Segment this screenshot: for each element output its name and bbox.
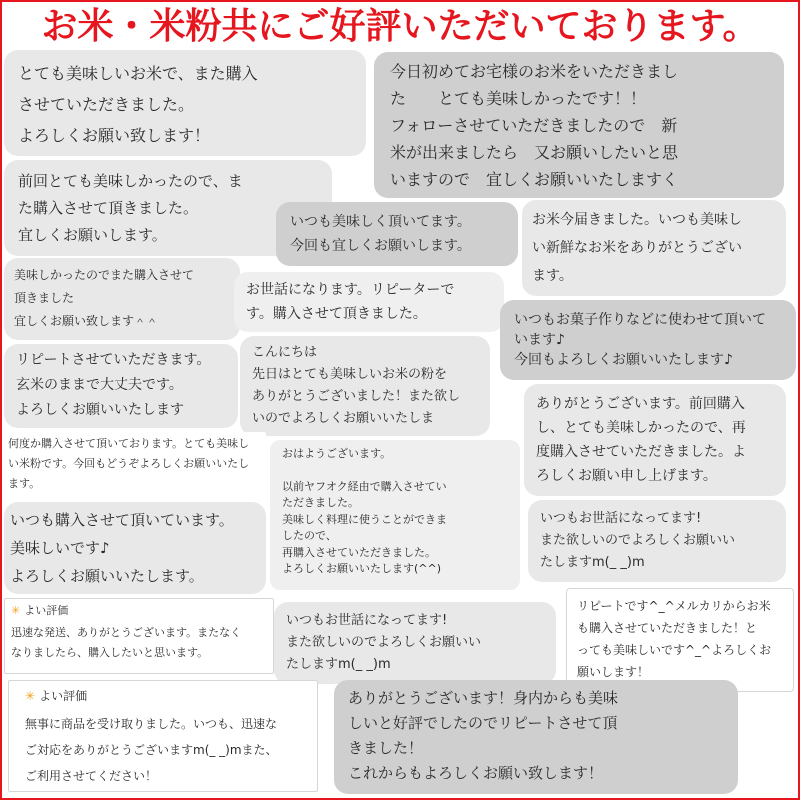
- review-bubble: [270, 440, 520, 590]
- review-line: ご利用させてください！: [25, 769, 158, 783]
- review-bubble: [4, 50, 366, 156]
- review-line: 先日はとても美味しいお米の粉を: [252, 367, 448, 382]
- review-line: す。購入させて頂きました。: [246, 306, 427, 322]
- review-line: ご対応をありがとうございますm(_ _)mまた、: [25, 743, 278, 757]
- review-line: 無事に商品を受け取りました。いつも、迅速な: [25, 717, 278, 731]
- review-line: [282, 463, 508, 479]
- review-card: [4, 598, 274, 674]
- review-line: ただきました。: [282, 496, 359, 509]
- review-line: ありがとうございます。前回購入: [536, 396, 745, 412]
- review-line: たしますm(_ _)m: [540, 555, 645, 570]
- review-line: お世話になります。リピーターで: [246, 282, 455, 298]
- review-line: いますので 宜しくお願いいたしますく: [390, 170, 679, 189]
- review-line: 宜しくお願いします。: [18, 226, 167, 244]
- review-line: きました！: [348, 739, 424, 757]
- review-line: 宜しくお願い致します＾＾: [14, 314, 159, 328]
- review-line: させていただきました。: [18, 95, 195, 114]
- review-line: いつも美味しく頂いてます。: [290, 214, 471, 230]
- review-line: た購入させて頂きました。: [18, 199, 199, 217]
- review-line: 玄米のままで大丈夫です。: [16, 377, 183, 393]
- review-line: 前回とても美味しかったので、ま: [18, 172, 243, 190]
- review-line: リピートです^_^メルカリからお米: [577, 599, 771, 613]
- review-bubble: [522, 200, 786, 296]
- review-line: 迅速な発送、ありがとうございます。またなく: [11, 626, 242, 639]
- rating-heading-label: よい評価: [24, 604, 69, 617]
- review-bubble: [274, 602, 556, 684]
- review-line: お米今届きました。いつも美味し: [532, 212, 742, 228]
- review-line: また欲しいのでよろしくお願いい: [286, 635, 482, 650]
- review-line: 今回もよろしくお願いいたします♪: [514, 352, 733, 368]
- review-line: 美味しく料理に使うことができま: [282, 512, 447, 526]
- review-line: たしますm(_ _)m: [286, 657, 391, 672]
- review-line: 願いします！: [577, 665, 650, 679]
- review-line: よろしくお願いいたします。: [10, 567, 204, 585]
- review-bubble: [4, 502, 266, 594]
- review-bubble: [4, 432, 266, 496]
- review-line: います♪: [514, 332, 565, 348]
- review-bubble: [4, 258, 240, 340]
- review-line: ろしくお願い申し上げます。: [536, 468, 717, 484]
- review-line: ありがとうございました！また欲し: [252, 389, 461, 404]
- review-line: とても美味しいお米で、また購入: [18, 64, 258, 83]
- review-bubble: [528, 500, 786, 582]
- review-line: いつもお世話になってます!: [286, 613, 448, 628]
- review-line: したので、: [282, 529, 337, 542]
- review-line: 今回も宜しくお願いします。: [290, 238, 471, 254]
- rating-heading: [25, 683, 301, 709]
- review-bubble: [524, 384, 786, 496]
- rating-heading-label: よい評価: [39, 689, 88, 703]
- review-line: 美味しかったのでまた購入させて: [14, 268, 195, 282]
- review-line: おはようございます。: [282, 447, 392, 460]
- review-line: い新鮮なお米をありがとうござい: [532, 240, 742, 256]
- review-bubble: [374, 52, 784, 198]
- review-line: っても美味しいです^_^よろしくお: [577, 643, 772, 657]
- review-line: いつも購入させて頂いています。: [10, 511, 234, 529]
- review-line: ありがとうございます！身内からも美味: [348, 689, 619, 707]
- review-line: 頂きました: [14, 291, 75, 305]
- sparkle-icon: ✳: [11, 604, 21, 617]
- review-line: しいと好評でしたのでリピートさせて頂: [348, 714, 618, 732]
- review-line: 美味しいです♪: [10, 539, 110, 557]
- review-bubble: [276, 202, 518, 266]
- page-headline: お米・米粉共にご好評いただいております。: [41, 6, 759, 47]
- review-bubble: [500, 300, 796, 380]
- review-line: た とても美味しかったです！！: [390, 89, 647, 108]
- review-bubble: [240, 336, 490, 436]
- review-line: し、とても美味しかったので、再: [536, 420, 746, 436]
- review-bubble: [566, 588, 794, 692]
- review-line: なりましたら、購入したいと思います。: [11, 646, 209, 659]
- review-line: い米粉です。今回もどうぞよろしくお願いいたし: [8, 457, 250, 470]
- review-line: リピートさせていただきます。: [16, 352, 211, 368]
- review-line: いつもお世話になってます!: [540, 511, 702, 526]
- review-bubble: [334, 680, 738, 794]
- sparkle-icon: ✳: [25, 689, 36, 703]
- review-bubble: [4, 344, 238, 428]
- review-line: いつもお菓子作りなどに使わせて頂いて: [514, 312, 766, 328]
- review-line: いのでよろしくお願いいたしま: [252, 411, 435, 426]
- review-line: ます。: [532, 268, 573, 284]
- review-line: よろしくお願いいたします(^^): [282, 562, 442, 575]
- rating-heading: [11, 601, 267, 621]
- review-line: 度購入させていただきました。よ: [536, 444, 746, 460]
- review-line: よろしくお願い致します！: [18, 126, 211, 145]
- review-line: また欲しいのでよろしくお願いい: [540, 533, 736, 548]
- review-line: 何度か購入させて頂いております。とても美味し: [8, 437, 250, 450]
- review-line: よろしくお願いいたします: [16, 402, 184, 418]
- review-line: 以前ヤフオク経由で購入させてい: [282, 479, 447, 493]
- review-line: こんにちは: [252, 345, 318, 360]
- review-line: も購入させていただきました！と: [577, 621, 758, 635]
- review-line: ます。: [8, 477, 41, 490]
- review-line: 今日初めてお宅様のお米をいただきまし: [390, 62, 679, 81]
- review-line: フォローさせていただきましたので 新: [390, 116, 678, 135]
- review-line: 米が出来ましたら 又お願いしたいと思: [390, 143, 679, 162]
- review-line: これからもよろしくお願い致します！: [348, 764, 604, 782]
- review-card: [8, 680, 318, 792]
- review-line: 再購入させていただきました。: [282, 545, 436, 559]
- review-bubble: [234, 272, 504, 332]
